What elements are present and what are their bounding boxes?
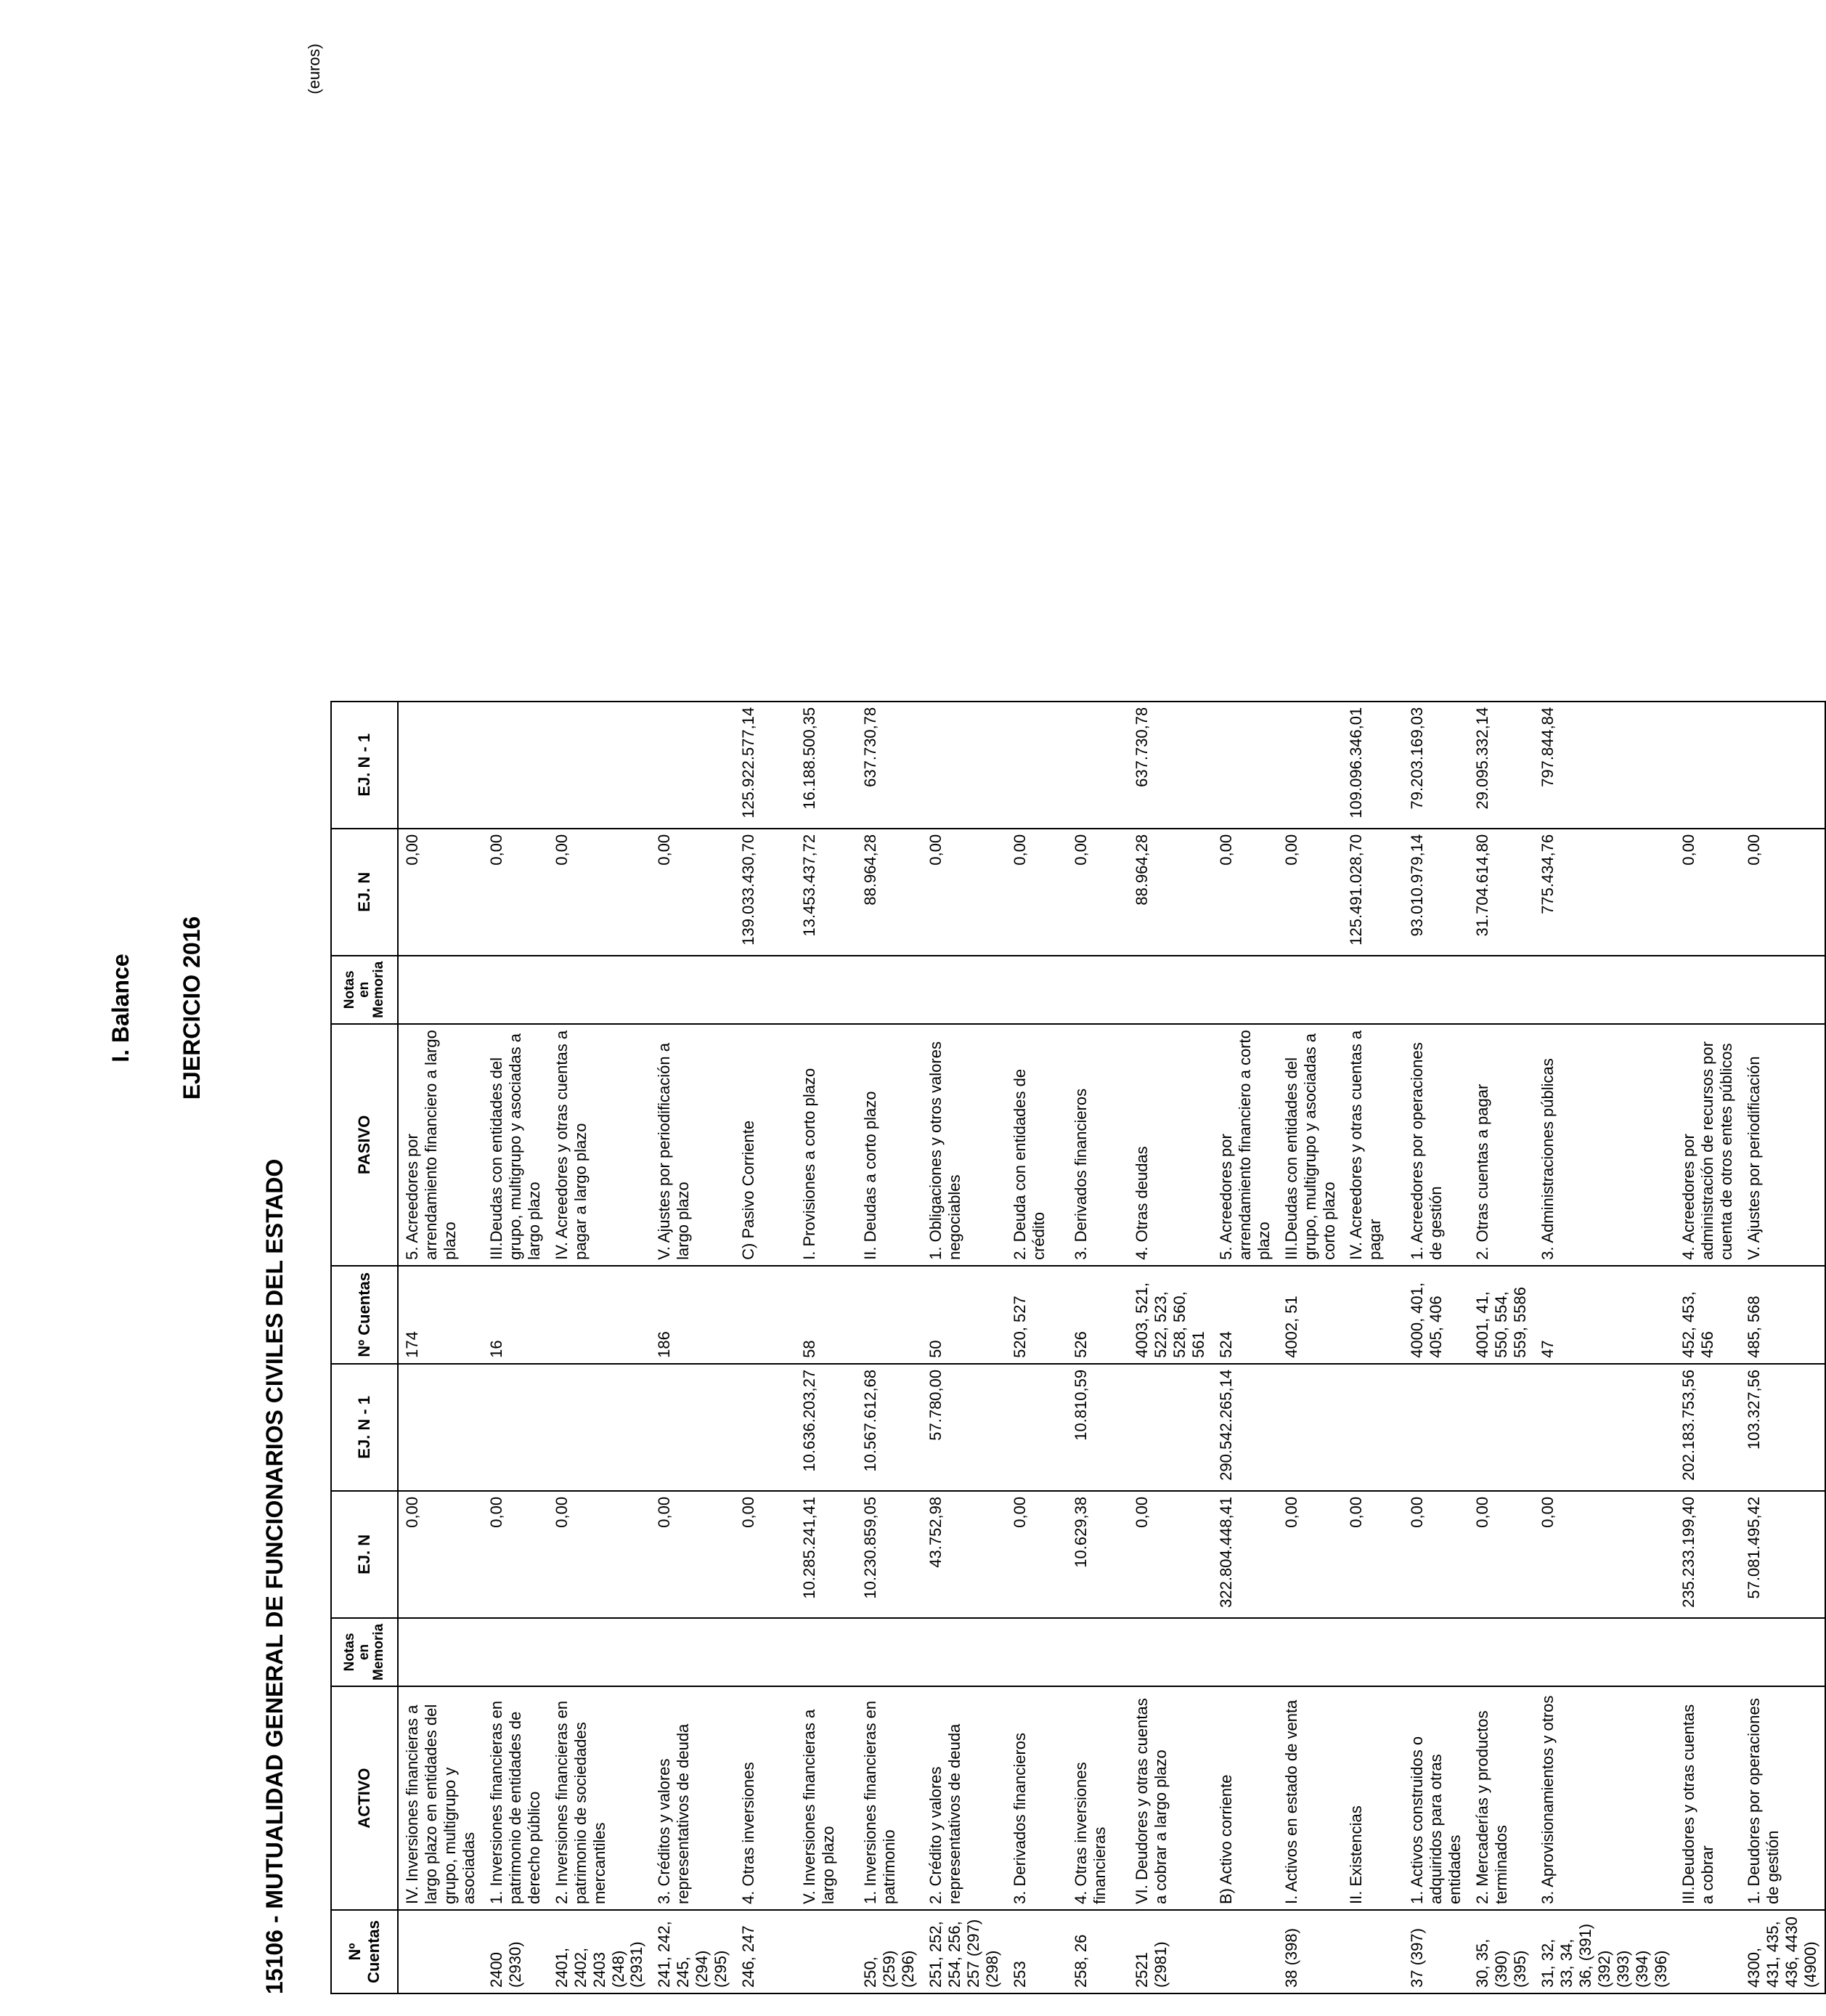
cell-activo-notas (1469, 1618, 1534, 1686)
cell-pasivo-ejn: 93.010.979,14 (1403, 829, 1469, 956)
cell-pasivo-ejn: 0,00 (922, 829, 1006, 956)
cell-pasivo-ejn1 (1212, 702, 1278, 829)
cell-activo-cuentas: 38 (398) (1278, 1910, 1343, 1993)
cell-activo-label: 1. Inversiones financieras en patrimonio de entidades de derecho público (483, 1686, 548, 1910)
cell-pasivo-notas (1278, 956, 1343, 1024)
cell-pasivo-notas (1006, 956, 1067, 1024)
col-header-activo-ejn1: EJ. N - 1 (331, 1364, 398, 1491)
cell-pasivo-label: V. Ajustes por periodificación a largo plazo (651, 1024, 735, 1266)
cell-pasivo-label: I. Provisiones a corto plazo (796, 1024, 857, 1266)
cell-pasivo-ejn1 (548, 702, 651, 829)
table-row (651, 702, 735, 1993)
col-header-activo-cuentas: Nº Cuentas (331, 1910, 398, 1993)
cell-pasivo-cuentas: 4001, 41, 550, 554, 559, 5586 (1469, 1266, 1534, 1364)
cell-pasivo-notas (1403, 956, 1469, 1024)
cell-activo-ejn: 0,00 (735, 1491, 796, 1618)
table-row (398, 702, 483, 1993)
cell-pasivo-notas (548, 956, 651, 1024)
cell-activo-ejn1: 10.810,59 (1067, 1364, 1128, 1491)
cell-activo-label: 2. Inversiones financieras en patrimonio de sociedades mercantiles (548, 1686, 651, 1910)
table-row (1403, 702, 1469, 1993)
cell-activo-cuentas: 2401, 2402, 2403 (248) (2931) (548, 1910, 651, 1993)
cell-pasivo-label: 3. Administraciones públicas (1534, 1024, 1675, 1266)
cell-activo-ejn1: 57.780,00 (922, 1364, 1006, 1491)
cell-pasivo-ejn: 0,00 (548, 829, 651, 956)
cell-activo-ejn1: 103.327,56 (1740, 1364, 1825, 1491)
table-row (1534, 702, 1675, 1993)
cell-pasivo-cuentas: 16 (483, 1266, 548, 1364)
year-title: EJERCICIO 2016 (179, 916, 205, 1100)
cell-activo-label: 3. Créditos y valores representativos de deuda (651, 1686, 735, 1910)
cell-activo-ejn: 0,00 (651, 1491, 735, 1618)
cell-activo-ejn1: 10.567.612,68 (857, 1364, 922, 1491)
cell-activo-notas (1278, 1618, 1343, 1686)
cell-activo-ejn1 (1342, 1364, 1403, 1491)
cell-activo-notas (922, 1618, 1006, 1686)
cell-pasivo-notas (1469, 956, 1534, 1024)
cell-activo-ejn: 0,00 (1128, 1491, 1212, 1618)
cell-pasivo-cuentas: 524 (1212, 1266, 1278, 1364)
cell-pasivo-cuentas (857, 1266, 922, 1364)
cell-pasivo-ejn: 125.491.028,70 (1342, 829, 1403, 956)
cell-activo-notas (1212, 1618, 1278, 1686)
cell-activo-notas (796, 1618, 857, 1686)
cell-pasivo-ejn: 13.453.437,72 (796, 829, 857, 956)
cell-pasivo-label: C) Pasivo Corriente (735, 1024, 796, 1266)
cell-activo-label: 4. Otras inversiones (735, 1686, 796, 1910)
cell-activo-ejn: 0,00 (1342, 1491, 1403, 1618)
cell-activo-cuentas: 37 (397) (1403, 1910, 1469, 1993)
cell-activo-cuentas: 2521 (2981) (1128, 1910, 1212, 1993)
col-header-activo-ejn: EJ. N (331, 1491, 398, 1618)
header-row (331, 702, 398, 1993)
cell-activo-ejn: 0,00 (548, 1491, 651, 1618)
cell-activo-ejn1 (651, 1364, 735, 1491)
cell-pasivo-cuentas (735, 1266, 796, 1364)
cell-pasivo-cuentas: 4002, 51 (1278, 1266, 1343, 1364)
cell-activo-notas (1342, 1618, 1403, 1686)
cell-activo-ejn: 43.752,98 (922, 1491, 1006, 1618)
table-row (1128, 702, 1212, 1993)
cell-activo-cuentas (1342, 1910, 1403, 1993)
table-row (857, 702, 922, 1993)
cell-activo-cuentas (398, 1910, 483, 1993)
cell-activo-notas (1675, 1618, 1740, 1686)
cell-activo-ejn1 (1469, 1364, 1534, 1491)
cell-activo-ejn: 322.804.448,41 (1212, 1491, 1278, 1618)
cell-activo-label: 1. Inversiones financieras en patrimonio (857, 1686, 922, 1910)
cell-pasivo-ejn1 (483, 702, 548, 829)
cell-activo-ejn: 235.233.199,40 (1675, 1491, 1740, 1618)
cell-pasivo-notas (1534, 956, 1675, 1024)
cell-activo-label: 4. Otras inversiones financieras (1067, 1686, 1128, 1910)
cell-activo-cuentas: 251, 252, 254, 256, 257 (297) (298) (922, 1910, 1006, 1993)
cell-activo-cuentas (1212, 1910, 1278, 1993)
cell-activo-label: VI. Deudores y otras cuentas a cobrar a largo plazo (1128, 1686, 1212, 1910)
cell-activo-ejn: 0,00 (483, 1491, 548, 1618)
cell-pasivo-notas (1675, 956, 1740, 1024)
table-row (1469, 702, 1534, 1993)
cell-pasivo-notas (1212, 956, 1278, 1024)
cell-pasivo-label: 3. Derivados financieros (1067, 1024, 1128, 1266)
cell-activo-ejn: 10.629,38 (1067, 1491, 1128, 1618)
cell-pasivo-ejn: 88.964,28 (1128, 829, 1212, 956)
table-row (922, 702, 1006, 1993)
cell-activo-ejn1 (1006, 1364, 1067, 1491)
col-header-activo-notas: Notas en Memoria (331, 1618, 398, 1686)
cell-activo-cuentas: 2400 (2930) (483, 1910, 548, 1993)
cell-activo-cuentas (1675, 1910, 1740, 1993)
cell-activo-notas (1006, 1618, 1067, 1686)
cell-pasivo-cuentas: 47 (1534, 1266, 1675, 1364)
cell-activo-ejn1 (1128, 1364, 1212, 1491)
cell-activo-notas (398, 1618, 483, 1686)
cell-pasivo-notas (398, 956, 483, 1024)
cell-activo-notas (1403, 1618, 1469, 1686)
cell-activo-cuentas: 250, (259) (296) (857, 1910, 922, 1993)
cell-activo-notas (1534, 1618, 1675, 1686)
table-row (1212, 702, 1278, 1993)
cell-activo-cuentas: 4300, 431, 435, 436, 4430 (4900) (1740, 1910, 1825, 1993)
cell-pasivo-ejn1: 797.844,84 (1534, 702, 1675, 829)
cell-activo-notas (1128, 1618, 1212, 1686)
cell-activo-cuentas: 253 (1006, 1910, 1067, 1993)
cell-pasivo-label: 2. Deuda con entidades de crédito (1006, 1024, 1067, 1266)
cell-pasivo-notas (1067, 956, 1128, 1024)
cell-activo-label: 1. Activos construidos o adquiridos para otras entidades (1403, 1686, 1469, 1910)
cell-activo-notas (1067, 1618, 1128, 1686)
cell-pasivo-ejn1: 125.922.577,14 (735, 702, 796, 829)
cell-activo-ejn1 (735, 1364, 796, 1491)
cell-pasivo-ejn1 (1067, 702, 1128, 829)
cell-pasivo-ejn1: 29.095.332,14 (1469, 702, 1534, 829)
col-header-pasivo-cuentas: Nº Cuentas (331, 1266, 398, 1364)
cell-activo-label: 3. Aprovisionamientos y otros (1534, 1686, 1675, 1910)
cell-activo-cuentas: 31, 32, 33, 34, 36, (391) (392) (393) (394) (396) (1534, 1910, 1675, 1993)
cell-activo-ejn: 0,00 (398, 1491, 483, 1618)
table-row (1675, 702, 1740, 1993)
cell-pasivo-ejn: 88.964,28 (857, 829, 922, 956)
col-header-activo: ACTIVO (331, 1686, 398, 1910)
table-row (483, 702, 548, 1993)
cell-activo-label: V. Inversiones financieras a largo plazo (796, 1686, 857, 1910)
cell-pasivo-ejn: 775.434,76 (1534, 829, 1675, 956)
cell-pasivo-cuentas: 4000, 401, 405, 406 (1403, 1266, 1469, 1364)
cell-pasivo-ejn1: 109.096.346,01 (1342, 702, 1403, 829)
cell-pasivo-label: III.Deudas con entidades del grupo, multigrupo y asociadas a largo plazo (483, 1024, 548, 1266)
cell-activo-ejn1 (548, 1364, 651, 1491)
col-header-pasivo-ejn1: EJ. N - 1 (331, 702, 398, 829)
cell-pasivo-notas (1740, 956, 1825, 1024)
cell-pasivo-notas (857, 956, 922, 1024)
cell-pasivo-label: 4. Otras deudas (1128, 1024, 1212, 1266)
entity-title: 15106 - MUTUALIDAD GENERAL DE FUNCIONARIOS CIVILES DEL ESTADO (261, 1158, 288, 1994)
cell-activo-label: III.Deudores y otras cuentas a cobrar (1675, 1686, 1740, 1910)
table-row (548, 702, 651, 1993)
cell-pasivo-notas (1342, 956, 1403, 1024)
cell-activo-notas (483, 1618, 548, 1686)
table-row (1342, 702, 1403, 1993)
cell-pasivo-ejn: 31.704.614,80 (1469, 829, 1534, 956)
cell-activo-label: B) Activo corriente (1212, 1686, 1278, 1910)
cell-activo-ejn1 (1278, 1364, 1343, 1491)
cell-activo-ejn1 (398, 1364, 483, 1491)
cell-activo-label: II. Existencias (1342, 1686, 1403, 1910)
table-row (1278, 702, 1343, 1993)
cell-pasivo-label: V. Ajustes por periodificación (1740, 1024, 1825, 1266)
cell-pasivo-label: IV. Acreedores y otras cuentas a pagar (1342, 1024, 1403, 1266)
cell-activo-ejn1: 290.542.265,14 (1212, 1364, 1278, 1491)
cell-pasivo-ejn: 0,00 (398, 829, 483, 956)
cell-pasivo-cuentas: 186 (651, 1266, 735, 1364)
cell-pasivo-ejn: 0,00 (483, 829, 548, 956)
cell-pasivo-label: 2. Otras cuentas a pagar (1469, 1024, 1534, 1266)
cell-activo-notas (1740, 1618, 1825, 1686)
table-row (796, 702, 857, 1993)
cell-pasivo-notas (796, 956, 857, 1024)
cell-pasivo-ejn: 0,00 (1675, 829, 1740, 956)
table-row (1067, 702, 1128, 1993)
cell-pasivo-label: IV. Acreedores y otras cuentas a pagar a largo plazo (548, 1024, 651, 1266)
cell-pasivo-ejn1 (651, 702, 735, 829)
cell-activo-ejn1: 10.636.203,27 (796, 1364, 857, 1491)
cell-pasivo-ejn1: 16.188.500,35 (796, 702, 857, 829)
col-header-pasivo: PASIVO (331, 1024, 398, 1266)
cell-activo-ejn: 10.285.241,41 (796, 1491, 857, 1618)
cell-pasivo-notas (922, 956, 1006, 1024)
cell-pasivo-cuentas: 526 (1067, 1266, 1128, 1364)
cell-pasivo-ejn1 (1006, 702, 1067, 829)
cell-activo-notas (857, 1618, 922, 1686)
balance-table (330, 701, 1826, 1994)
cell-activo-notas (651, 1618, 735, 1686)
cell-activo-ejn: 0,00 (1403, 1491, 1469, 1618)
cell-pasivo-ejn: 0,00 (1278, 829, 1343, 956)
cell-pasivo-notas (735, 956, 796, 1024)
cell-pasivo-notas (651, 956, 735, 1024)
cell-activo-cuentas (796, 1910, 857, 1993)
cell-pasivo-label: III.Deudas con entidades del grupo, multigrupo y asociadas a corto plazo (1278, 1024, 1343, 1266)
cell-activo-cuentas: 30, 35, (390) (395) (1469, 1910, 1534, 1993)
cell-activo-ejn: 0,00 (1006, 1491, 1067, 1618)
cell-pasivo-cuentas: 4003, 521, 522, 523, 528, 560, 561 (1128, 1266, 1212, 1364)
cell-pasivo-ejn1 (1675, 702, 1740, 829)
cell-pasivo-cuentas (548, 1266, 651, 1364)
cell-pasivo-ejn: 0,00 (1212, 829, 1278, 956)
cell-pasivo-ejn: 139.033.430,70 (735, 829, 796, 956)
cell-pasivo-label: 1. Acreedores por operaciones de gestión (1403, 1024, 1469, 1266)
cell-activo-label: 2. Crédito y valores representativos de deuda (922, 1686, 1006, 1910)
table-row (1740, 702, 1825, 1993)
cell-activo-ejn1 (483, 1364, 548, 1491)
cell-activo-ejn: 0,00 (1534, 1491, 1675, 1618)
cell-pasivo-ejn: 0,00 (1067, 829, 1128, 956)
cell-pasivo-ejn1 (1740, 702, 1825, 829)
cell-activo-label: 1. Deudores por operaciones de gestión (1740, 1686, 1825, 1910)
section-title: I. Balance (107, 954, 134, 1062)
cell-activo-ejn: 57.081.495,42 (1740, 1491, 1825, 1618)
cell-pasivo-cuentas (1342, 1266, 1403, 1364)
cell-pasivo-notas (1128, 956, 1212, 1024)
cell-pasivo-label: 4. Acreedores por administración de recursos por cuenta de otros entes públicos (1675, 1024, 1740, 1266)
cell-pasivo-label: 1. Obligaciones y otros valores negociables (922, 1024, 1006, 1266)
cell-pasivo-ejn1 (922, 702, 1006, 829)
cell-activo-ejn1 (1534, 1364, 1675, 1491)
cell-activo-label: I. Activos en estado de venta (1278, 1686, 1343, 1910)
cell-activo-ejn1: 202.183.753,56 (1675, 1364, 1740, 1491)
cell-activo-cuentas: 258, 26 (1067, 1910, 1128, 1993)
cell-activo-ejn1 (1403, 1364, 1469, 1491)
cell-pasivo-cuentas: 174 (398, 1266, 483, 1364)
cell-activo-ejn: 0,00 (1469, 1491, 1534, 1618)
cell-pasivo-ejn1 (1278, 702, 1343, 829)
cell-pasivo-label: II. Deudas a corto plazo (857, 1024, 922, 1266)
cell-activo-label: 3. Derivados financieros (1006, 1686, 1067, 1910)
cell-pasivo-label: 5. Acreedores por arrendamiento financiero a corto plazo (1212, 1024, 1278, 1266)
cell-activo-notas (735, 1618, 796, 1686)
cell-activo-ejn: 0,00 (1278, 1491, 1343, 1618)
table-row (735, 702, 796, 1993)
cell-activo-label: IV. Inversiones financieras a largo plazo en entidades del grupo, multigrupo y asociadas (398, 1686, 483, 1910)
cell-pasivo-cuentas: 485, 568 (1740, 1266, 1825, 1364)
cell-activo-ejn: 10.230.859,05 (857, 1491, 922, 1618)
cell-pasivo-ejn: 0,00 (1006, 829, 1067, 956)
col-header-pasivo-ejn: EJ. N (331, 829, 398, 956)
cell-pasivo-notas (483, 956, 548, 1024)
cell-activo-cuentas: 246, 247 (735, 1910, 796, 1993)
table-row (1006, 702, 1067, 1993)
cell-activo-label: 2. Mercaderías y productos terminados (1469, 1686, 1534, 1910)
col-header-pasivo-notas: Notas en Memoria (331, 956, 398, 1024)
cell-activo-cuentas: 241, 242, 245, (294) (295) (651, 1910, 735, 1993)
cell-pasivo-ejn: 0,00 (1740, 829, 1825, 956)
cell-pasivo-ejn1 (398, 702, 483, 829)
cell-pasivo-ejn: 0,00 (651, 829, 735, 956)
cell-pasivo-label: 5. Acreedores por arrendamiento financiero a largo plazo (398, 1024, 483, 1266)
cell-activo-notas (548, 1618, 651, 1686)
cell-pasivo-cuentas: 452, 453, 456 (1675, 1266, 1740, 1364)
cell-pasivo-cuentas: 50 (922, 1266, 1006, 1364)
cell-pasivo-cuentas: 520, 527 (1006, 1266, 1067, 1364)
cell-pasivo-ejn1: 637.730,78 (857, 702, 922, 829)
cell-pasivo-cuentas: 58 (796, 1266, 857, 1364)
units-label: (euros) (305, 44, 323, 94)
cell-pasivo-ejn1: 637.730,78 (1128, 702, 1212, 829)
cell-pasivo-ejn1: 79.203.169,03 (1403, 702, 1469, 829)
